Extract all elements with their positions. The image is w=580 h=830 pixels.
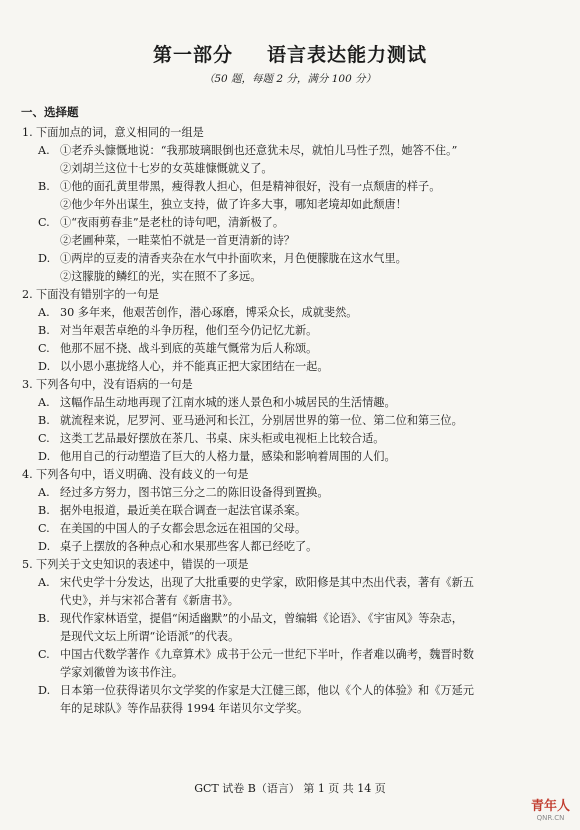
option-c: C. 他那不屈不挠、战斗到底的英雄气慨常为后人称颂。 [38,342,318,355]
question-stem: 5. 下列关于文史知识的表述中，错误的一项是 [22,558,249,571]
option-c: C. 这类工艺品最好摆放在茶几、书桌、床头柜或电视柜上比较合适。 [38,432,385,445]
option-d: D. 日本第一位获得诺贝尔文学奖的作家是大江健三郎，他以《个人的体验》和《万延元 年的足球队》等作品获得 1994 年诺贝尔文学奖。 [38,684,474,715]
option-b: B. 对当年艰苦卓绝的斗争历程，他们至今仍记忆尤新。 [38,324,318,337]
question-2 [0,286,580,376]
option-d: D. 他用自己的行动塑造了巨大的人格力量，感染和影响着周围的人们。 [38,450,396,463]
question-3 [0,376,580,466]
option-c: C. ①“夜雨剪春韭”是老杜的诗句吧，清新极了。 ②老圃种菜，一畦菜怕不就是一首更清新的诗？ [38,216,295,247]
part-title: 第一部分 [152,44,233,66]
question-stem: 2. 下面没有错别字的一句是 [22,288,160,301]
section-heading: 一、选择题 [21,105,79,119]
page-title [0,40,580,67]
question-5 [0,556,580,718]
question-stem: 4. 下列各句中，语义明确、没有歧义的一句是 [22,468,249,481]
option-b: B. 据外电报道，最近美在联合调查一起法官谋杀案。 [38,504,307,517]
option-d: D. 桌子上摆放的各种点心和水果那些客人都已经吃了。 [38,540,318,553]
option-d: D. ①两岸的豆麦的清香夹杂在水气中扑面吹来，月色便朦胧在这水气里。 ②这朦胧的鳞红的光，实在照不了多远。 [38,252,407,283]
option-a: A. 宋代史学十分发达，出现了大批重要的史学家，欧阳修是其中杰出代表，著有《新五 代史》，并与宋祁合著有《新唐书》。 [38,576,474,607]
option-a: A. 30 多年来，他艰苦创作，潜心琢磨，博采众长，成就斐然。 [38,306,358,319]
option-b: B. 就流程来说，尼罗河、亚马逊河和长江，分别居世界的第一位、第二位和第三位。 [38,414,463,427]
score-info: （50 题，每题 2 分，满分 100 分） [203,73,377,85]
option-c: C. 中国古代数学著作《九章算术》成书于公元一世纪下半叶，作者难以确考，魏晋时数 学家刘徽曾为该书作注。 [38,648,474,679]
option-a: A. ①老乔头慷慨地说：“我那玻璃眼倒也还意犹未尽，就怕儿马性子烈，她答不住。” ②刘胡兰这位十七岁的女英雄慷慨就义了。 [38,144,458,175]
option-c: C. 在美国的中国人的子女都会思念远在祖国的父母。 [38,522,307,535]
page-footer: GCT 试卷 B（语言） 第 1 页 共 14 页 [194,782,386,795]
test-title: 语言表达能力测试 [267,44,428,66]
option-a: A. 经过多方努力，图书馆三分之二的陈旧设备得到置换。 [38,486,329,499]
option-d: D. 以小恩小惠拢络人心，并不能真正把大家团结在一起。 [38,360,329,373]
question-1 [0,124,580,286]
option-a: A. 这幅作品生动地再现了江南水城的迷人景色和小城居民的生活情趣。 [38,396,396,409]
question-stem: 3. 下列各句中，没有语病的一句是 [22,378,193,391]
option-b: B. 现代作家林语堂，提倡“闲适幽默”的小品文，曾编辑《论语》、《宇宙风》等杂志， 是现代文坛上所谓“论语派”的代表。 [38,612,463,643]
question-4 [0,466,580,556]
question-list [0,124,580,718]
question-stem: 1. 下面加点的词，意义相同的一组是 [22,126,204,139]
option-b: B. ①他的面孔黄里带黑，瘦得教人担心，但是精神很好，没有一点颓唐的样子。 ②他少年外出谋生，独立支持，做了许多大事，哪知老境却如此颓唐！ [38,180,441,211]
site-logo: 青年人 QNR.CN [530,799,570,822]
